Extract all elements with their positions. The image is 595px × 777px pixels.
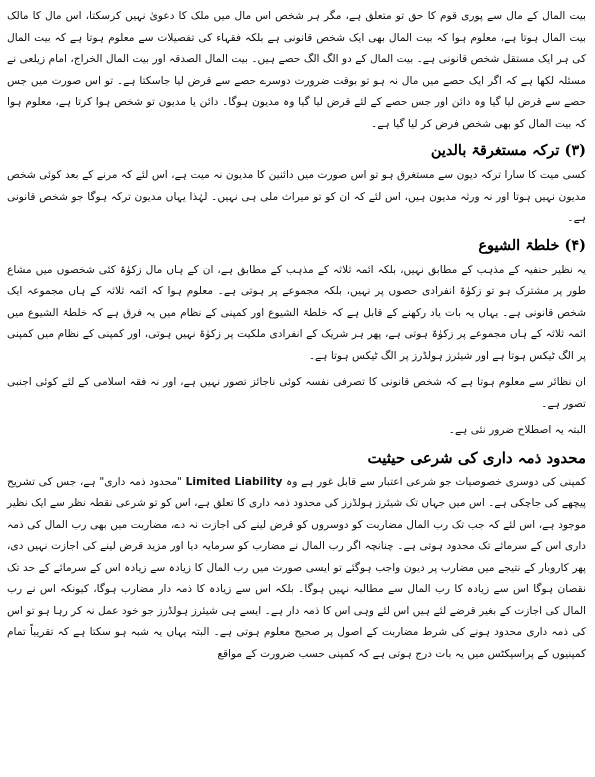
paragraph-rest-text: ہے، جس کی تشریح پیچھے کی جاچکی ہے۔ اس میں جہاں تک شیئرز ہولڈرز کی محدود ذمہ داری کا تعلق ہے، اس کو تو شرعی نقطہ نظر سے ایک نظیر موجود ہے، اس لئے کہ جب تک رب المال مضاربت کو دوسروں کو قرض لینے کی اجازت نہ دے، مضاربت میں بھی رب المال کی ذمہ داری اس کے سرمائے تک محدود ہوتی ہے۔ چنانچہ اگر رب المال نے مضارب کو سرمایہ دیا اور مزید قرض لینے کی اجازت نہیں دی، پھر کاروبار کے نتیجے میں مضارب پر دیون واجب ہوگئے تو ایسی صورت میں رب المال کا زیادہ سے زیادہ اس کے سرمائے کے حد تک نقصان ہوگا اس سے زیادہ کا رب المال سے مطالبہ نہیں ہوگا۔ بلکہ اس سے زیادہ کا ذمہ دار مضارب ہوگا، کیونکہ اس نے رب المال کی اجازت کے بغیر قرضے لئے ہیں اس لئے وہی اس کا ذمہ دار ہے۔ ایسے ہی شیئرز ہولڈرز جو خود عمل نہ کر رہا ہو تو اس کی ذمہ داری محدود ہونے کی شرط مضاربت کے اصول پر صحیح معلوم ہوتی ہے۔ البتہ یہاں یہ شبہ ہو سکتا ہے کہ تقریباً تمام کمپنیوں کے پراسپکٹس میں یہ بات درج ہوتی ہے کہ کمپنی حسب ضرورت کے مواقع: [7, 475, 586, 660]
section-heading-tarka: (۳) ترکہ مستغرقۃ بالدین: [430, 142, 586, 159]
paragraph-khultat: یہ نظیر حنفیہ کے مذہب کے مطابق نہیں، بلکہ ائمہ ثلاثہ کے مذہب کے مطابق ہے، ان کے ہاں مال زکوٰۃ کئی شخصوں میں مشاع طور پر مشترک ہو تو زکوٰۃ انفرادی حصوں پر نہیں، بلکہ مجموعے پر ہوتی ہے۔ معلوم ہوا کہ ائمہ ثلاثہ کے ہاں مجموعہ ایک شخص قانونی ہے۔ یہاں یہ بات یاد رکھنے کے قابل ہے کہ خلطۃ الشیوع اور کمپنی کے نظام میں یہ فرق ہے کہ خلطۃ الشیوع میں ائمہ ثلاثہ کے ہاں مجموعے پر زکوٰۃ ہوتی ہے، پھر ہر شریک کے انفرادی ملکیت پر زکوٰۃ نہیں ہوتی، اور کمپنی کے نظام میں کمپنی پر الگ ٹیکس ہوتا ہے اور شیئرز ہولڈرز پر الگ ٹیکس ہوتا ہے۔: [7, 263, 586, 362]
urdu-term: "محدود ذمہ داری": [99, 475, 182, 488]
paragraph-istilah: البتہ یہ اصطلاح ضرور نئی ہے۔: [448, 424, 586, 436]
paragraph-limited-liability: [7, 472, 586, 666]
limited-liability-term: Limited Liability: [185, 475, 283, 488]
paragraph-nazair: ان نظائر سے معلوم ہوتا ہے کہ شخص قانونی کا تصرفی نفسہ کوئی ناجائز تصور نہیں ہے، اور نہ فقہ اسلامی کے لئے کوئی اجنبی تصور ہے۔: [7, 376, 586, 410]
paragraph-start-text: کمپنی کی دوسری خصوصیات جو شرعی اعتبار سے قابل غور ہے وہ: [286, 475, 586, 488]
paragraph-bait-ul-mal: بیت المال کے مال سے پوری قوم کا حق تو متعلق ہے، مگر ہر شخص اس مال میں ملک کا دعویٰ نہیں کرسکتا، اس مال کا مالک بیت المال ہوتا ہے، معلوم ہوا کہ بیت المال بھی ایک شخص قانونی ہے بلکہ فقہاء کی تفصیلات سے معلوم ہوتا ہے کہ بیت المال کی ہر ایک مستقل شخص قانونی ہے۔ بیت المال کے دو الگ الگ حصے ہیں۔ بیت المال الصدقہ اور بیت المال الخراج، امام زیلعی نے مسئلہ لکھا ہے کہ اگر ایک حصے میں مال نہ ہو تو بوقت ضرورت دوسرے حصے سے قرض لیا جاسکتا ہے۔ تو اس صورت میں جس حصے سے قرض لیا گیا وہ دائن اور جس حصے کے لئے قرض لیا گیا وہ مدیون ہوگا۔ دائن یا مدیون تو شخص ہوا کرتا ہے، معلوم ہوا کہ بیت المال کو بھی شخص فرض کر لیا گیا ہے۔: [7, 10, 586, 130]
paragraph-tarka: کسی میت کا سارا ترکہ دیون سے مستغرق ہو تو اس صورت میں دائنین کا مدیون نہ میت ہے، اس لئے کہ مرنے کے بعد کوئی شخص مدیون نہیں ہوتا اور نہ ورثہ مدیون ہیں، اس لئے کہ ان کو تو میراث ملی ہی نہیں۔ لہٰذا یہاں مدیون ترکہ ہوگا جو شخص قانونی ہے۔: [7, 169, 586, 224]
section-heading-khultat: (۴) خلطۃ الشیوع: [478, 236, 586, 254]
section-heading-limited-liability: محدود ذمہ داری کی شرعی حیثیت: [367, 448, 586, 467]
